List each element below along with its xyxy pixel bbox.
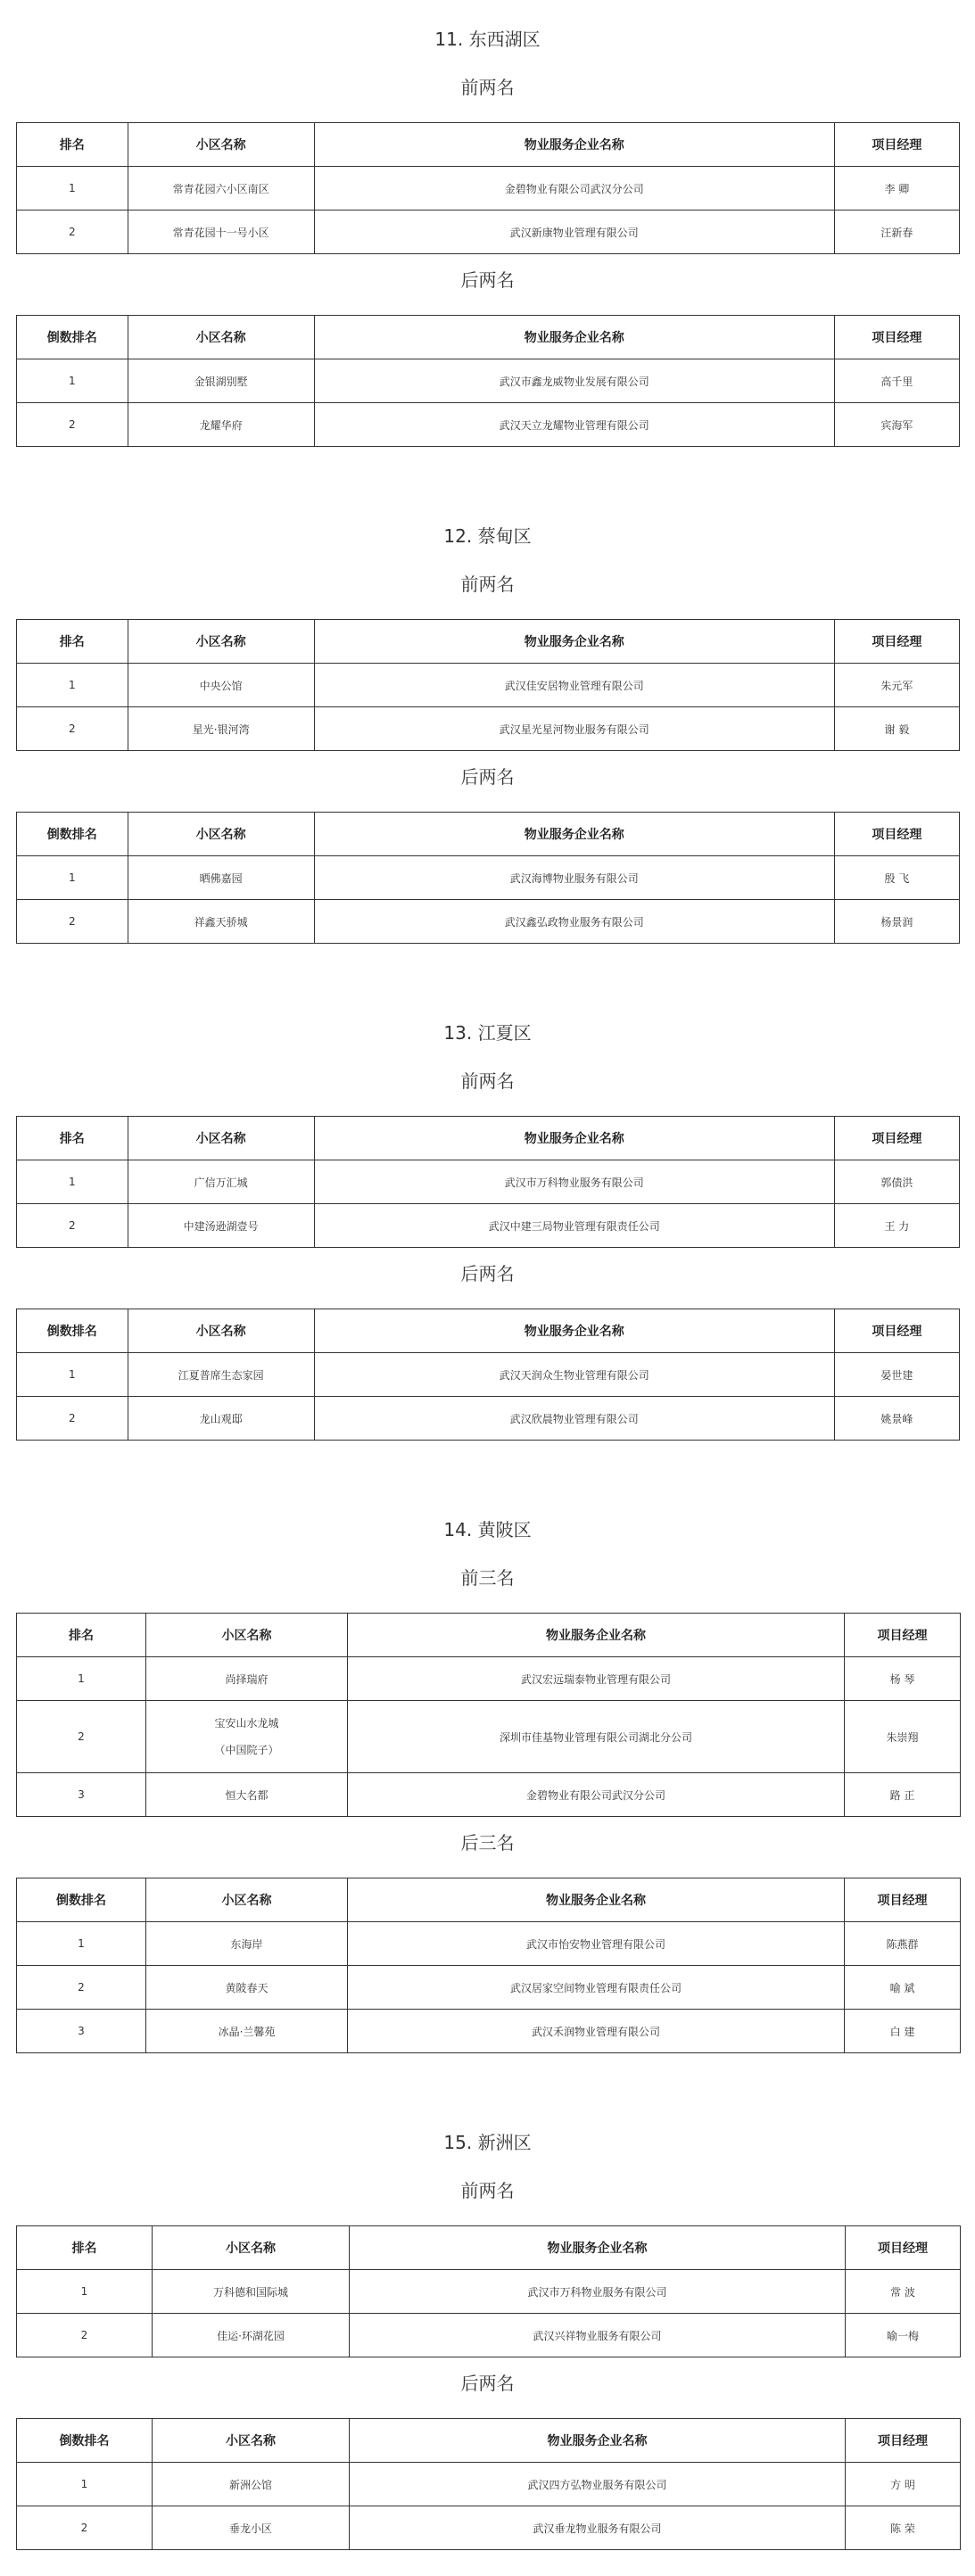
district-title: 12. 蔡甸区 — [443, 525, 532, 547]
group-title: 前两名 — [460, 574, 515, 595]
group-title: 前三名 — [460, 1567, 515, 1589]
company-cell: 武汉市怡安物业管理有限公司 — [348, 1922, 845, 1966]
manager-cell: 汪新春 — [834, 211, 959, 254]
community-cell: 垂龙小区 — [153, 2506, 350, 2550]
rank-cell: 1 — [17, 1353, 128, 1397]
manager-cell: 李 卿 — [834, 167, 959, 211]
manager-cell: 路 正 — [845, 1773, 961, 1817]
manager-cell: 姚景峰 — [834, 1397, 959, 1441]
community-cell: 东海岸 — [146, 1922, 348, 1966]
header-company: 物业服务企业名称 — [350, 2419, 846, 2463]
community-cell: 冰晶·兰馨苑 — [146, 2010, 348, 2053]
bottom-group — [0, 268, 975, 447]
header-community: 小区名称 — [128, 316, 314, 359]
rank-cell: 1 — [17, 1160, 128, 1204]
bottom-group — [0, 2371, 975, 2550]
rank-cell: 2 — [17, 2506, 153, 2550]
district-section — [0, 2130, 975, 2550]
table-row — [17, 2270, 961, 2314]
group-title: 前两名 — [460, 1070, 515, 1092]
table-row — [17, 1966, 961, 2010]
table-row — [17, 211, 960, 254]
bottom-ranking-table — [16, 1878, 961, 2053]
header-manager: 项目经理 — [834, 316, 959, 359]
top-ranking-table — [16, 2225, 961, 2357]
group-title: 前两名 — [460, 77, 515, 98]
table-header-row — [17, 2226, 961, 2270]
company-cell: 武汉新康物业管理有限公司 — [314, 211, 834, 254]
community-cell: 星光·银河湾 — [128, 707, 314, 751]
bottom-ranking-table — [16, 2418, 961, 2550]
table-row — [17, 359, 960, 403]
header-manager: 项目经理 — [846, 2419, 961, 2463]
group-title: 后三名 — [460, 1832, 515, 1854]
table-row — [17, 1160, 960, 1204]
rank-cell: 2 — [17, 707, 128, 751]
company-cell: 武汉鑫弘政物业服务有限公司 — [314, 900, 834, 944]
header-rank: 排名 — [17, 1614, 146, 1657]
rank-cell: 3 — [17, 2010, 146, 2053]
district-title: 11. 东西湖区 — [434, 29, 541, 50]
header-reverse-rank: 倒数排名 — [17, 1309, 128, 1353]
header-company: 物业服务企业名称 — [350, 2226, 846, 2270]
district-title: 15. 新洲区 — [443, 2132, 532, 2153]
group-title: 前两名 — [460, 2180, 515, 2201]
manager-cell: 王 力 — [834, 1204, 959, 1248]
header-company: 物业服务企业名称 — [314, 1117, 834, 1160]
bottom-ranking-table — [16, 315, 960, 447]
header-rank: 排名 — [17, 123, 128, 167]
manager-cell: 晏世建 — [834, 1353, 959, 1397]
company-cell: 武汉市万科物业服务有限公司 — [350, 2270, 846, 2314]
bottom-ranking-table — [16, 812, 960, 944]
bottom-ranking-table — [16, 1309, 960, 1441]
community-cell — [146, 1701, 348, 1773]
district-section — [0, 1020, 975, 1441]
manager-cell: 朱元军 — [834, 664, 959, 707]
header-manager: 项目经理 — [834, 813, 959, 856]
bottom-group — [0, 1830, 975, 2053]
community-name: 宝安山水龙城 — [214, 1717, 279, 1730]
community-cell: 广信万汇城 — [128, 1160, 314, 1204]
table-row — [17, 664, 960, 707]
header-rank: 排名 — [17, 1117, 128, 1160]
header-reverse-rank: 倒数排名 — [17, 813, 128, 856]
company-cell: 武汉海博物业服务有限公司 — [314, 856, 834, 900]
table-header-row — [17, 2419, 961, 2463]
community-cell: 尚择瑞府 — [146, 1657, 348, 1701]
header-manager: 项目经理 — [834, 620, 959, 664]
rank-cell: 1 — [17, 359, 128, 403]
table-header-row — [17, 123, 960, 167]
community-cell: 黄陂春天 — [146, 1966, 348, 2010]
group-title: 后两名 — [460, 766, 515, 788]
company-cell: 武汉星光星河物业服务有限公司 — [314, 707, 834, 751]
manager-cell: 杨 琴 — [845, 1657, 961, 1701]
table-row — [17, 1204, 960, 1248]
table-row — [17, 2506, 961, 2550]
top-group — [0, 1565, 975, 1817]
rank-cell: 1 — [17, 1657, 146, 1701]
header-rank: 排名 — [17, 620, 128, 664]
rank-cell: 1 — [17, 167, 128, 211]
table-row — [17, 403, 960, 447]
table-row — [17, 856, 960, 900]
company-cell: 武汉天润众生物业管理有限公司 — [314, 1353, 834, 1397]
header-community: 小区名称 — [128, 620, 314, 664]
table-row — [17, 900, 960, 944]
header-company: 物业服务企业名称 — [314, 1309, 834, 1353]
rank-cell: 2 — [17, 1397, 128, 1441]
table-row — [17, 1773, 961, 1817]
table-row — [17, 1657, 961, 1701]
top-group — [0, 1069, 975, 1248]
community-cell: 晒佛嘉园 — [128, 856, 314, 900]
community-cell: 常青花园六小区南区 — [128, 167, 314, 211]
rank-cell: 2 — [17, 1701, 146, 1773]
rank-cell: 2 — [17, 403, 128, 447]
table-header-row — [17, 620, 960, 664]
company-cell: 深圳市佳基物业管理有限公司湖北分公司 — [348, 1701, 845, 1773]
community-cell: 常青花园十一号小区 — [128, 211, 314, 254]
header-manager: 项目经理 — [845, 1614, 961, 1657]
rank-cell: 2 — [17, 1966, 146, 2010]
rank-cell: 3 — [17, 1773, 146, 1817]
company-cell: 武汉禾润物业管理有限公司 — [348, 2010, 845, 2053]
header-community: 小区名称 — [128, 1117, 314, 1160]
community-cell: 中建汤逊湖壹号 — [128, 1204, 314, 1248]
table-row — [17, 2010, 961, 2053]
rank-cell: 1 — [17, 1922, 146, 1966]
rank-cell: 2 — [17, 211, 128, 254]
header-manager: 项目经理 — [846, 2226, 961, 2270]
district-section — [0, 1517, 975, 2053]
manager-cell: 杨景润 — [834, 900, 959, 944]
header-manager: 项目经理 — [834, 123, 959, 167]
table-row — [17, 707, 960, 751]
community-cell: 江夏普席生态家园 — [128, 1353, 314, 1397]
top-ranking-table — [16, 1613, 961, 1817]
company-cell: 武汉四方弘物业服务有限公司 — [350, 2463, 846, 2506]
rank-cell: 2 — [17, 1204, 128, 1248]
manager-cell: 谢 毅 — [834, 707, 959, 751]
company-cell: 武汉市万科物业服务有限公司 — [314, 1160, 834, 1204]
company-cell: 武汉佳安居物业管理有限公司 — [314, 664, 834, 707]
rank-cell: 1 — [17, 2463, 153, 2506]
header-manager: 项目经理 — [845, 1878, 961, 1922]
company-cell: 武汉居家空间物业管理有限责任公司 — [348, 1966, 845, 2010]
manager-cell: 朱崇翔 — [845, 1701, 961, 1773]
bottom-group — [0, 764, 975, 944]
company-cell: 武汉中建三局物业管理有限责任公司 — [314, 1204, 834, 1248]
manager-cell: 喻 斌 — [845, 1966, 961, 2010]
group-title: 后两名 — [460, 2373, 515, 2394]
header-rank: 排名 — [17, 2226, 153, 2270]
header-community: 小区名称 — [128, 813, 314, 856]
manager-cell: 白 建 — [845, 2010, 961, 2053]
community-cell: 新洲公馆 — [153, 2463, 350, 2506]
manager-cell: 方 明 — [846, 2463, 961, 2506]
table-row — [17, 167, 960, 211]
header-community: 小区名称 — [128, 1309, 314, 1353]
manager-cell: 高千里 — [834, 359, 959, 403]
header-company: 物业服务企业名称 — [348, 1614, 845, 1657]
manager-cell: 郭债洪 — [834, 1160, 959, 1204]
header-community: 小区名称 — [153, 2419, 350, 2463]
table-row — [17, 1922, 961, 1966]
table-row — [17, 1353, 960, 1397]
top-ranking-table — [16, 619, 960, 751]
table-header-row — [17, 316, 960, 359]
header-reverse-rank: 倒数排名 — [17, 2419, 153, 2463]
header-company: 物业服务企业名称 — [314, 620, 834, 664]
company-cell: 金碧物业有限公司武汉分公司 — [314, 167, 834, 211]
manager-cell: 喻一梅 — [846, 2314, 961, 2357]
table-row — [17, 1701, 961, 1773]
table-row — [17, 1397, 960, 1441]
top-ranking-table — [16, 1116, 960, 1248]
company-cell: 武汉宏远瑞泰物业管理有限公司 — [348, 1657, 845, 1701]
community-cell: 万科德和国际城 — [153, 2270, 350, 2314]
header-community: 小区名称 — [153, 2226, 350, 2270]
table-row — [17, 2314, 961, 2357]
company-cell: 武汉市鑫龙威物业发展有限公司 — [314, 359, 834, 403]
table-header-row — [17, 1878, 961, 1922]
manager-cell: 殷 飞 — [834, 856, 959, 900]
company-cell: 武汉天立龙耀物业管理有限公司 — [314, 403, 834, 447]
manager-cell: 陈燕群 — [845, 1922, 961, 1966]
community-cell: 龙山观邸 — [128, 1397, 314, 1441]
rank-cell: 2 — [17, 900, 128, 944]
table-row — [17, 2463, 961, 2506]
table-header-row — [17, 1614, 961, 1657]
district-section — [0, 27, 975, 447]
manager-cell: 常 波 — [846, 2270, 961, 2314]
top-ranking-table — [16, 122, 960, 254]
header-manager: 项目经理 — [834, 1309, 959, 1353]
header-community: 小区名称 — [146, 1614, 348, 1657]
rank-cell: 1 — [17, 664, 128, 707]
rank-cell: 1 — [17, 856, 128, 900]
header-company: 物业服务企业名称 — [314, 813, 834, 856]
header-community: 小区名称 — [146, 1878, 348, 1922]
community-cell: 中央公馆 — [128, 664, 314, 707]
rank-cell: 1 — [17, 2270, 153, 2314]
company-cell: 武汉欣晨物业管理有限公司 — [314, 1397, 834, 1441]
community-note: （中国院子） — [214, 1744, 279, 1756]
company-cell: 武汉兴祥物业服务有限公司 — [350, 2314, 846, 2357]
manager-cell: 陈 荣 — [846, 2506, 961, 2550]
header-company: 物业服务企业名称 — [348, 1878, 845, 1922]
company-cell: 金碧物业有限公司武汉分公司 — [348, 1773, 845, 1817]
community-cell: 恒大名都 — [146, 1773, 348, 1817]
header-reverse-rank: 倒数排名 — [17, 1878, 146, 1922]
header-community: 小区名称 — [128, 123, 314, 167]
table-header-row — [17, 813, 960, 856]
company-cell: 武汉垂龙物业服务有限公司 — [350, 2506, 846, 2550]
district-title: 13. 江夏区 — [443, 1022, 532, 1044]
district-title: 14. 黄陂区 — [443, 1519, 532, 1540]
rank-cell: 2 — [17, 2314, 153, 2357]
community-cell: 金银湖别墅 — [128, 359, 314, 403]
header-reverse-rank: 倒数排名 — [17, 316, 128, 359]
community-cell: 祥鑫天骄城 — [128, 900, 314, 944]
bottom-group — [0, 1261, 975, 1441]
community-cell: 龙耀华府 — [128, 403, 314, 447]
header-company: 物业服务企业名称 — [314, 316, 834, 359]
header-company: 物业服务企业名称 — [314, 123, 834, 167]
manager-cell: 宾海军 — [834, 403, 959, 447]
header-manager: 项目经理 — [834, 1117, 959, 1160]
group-title: 后两名 — [460, 1263, 515, 1284]
district-section — [0, 524, 975, 944]
top-group — [0, 2178, 975, 2357]
table-header-row — [17, 1309, 960, 1353]
community-cell: 佳运·环湖花园 — [153, 2314, 350, 2357]
group-title: 后两名 — [460, 269, 515, 291]
top-group — [0, 572, 975, 751]
table-header-row — [17, 1117, 960, 1160]
top-group — [0, 75, 975, 254]
